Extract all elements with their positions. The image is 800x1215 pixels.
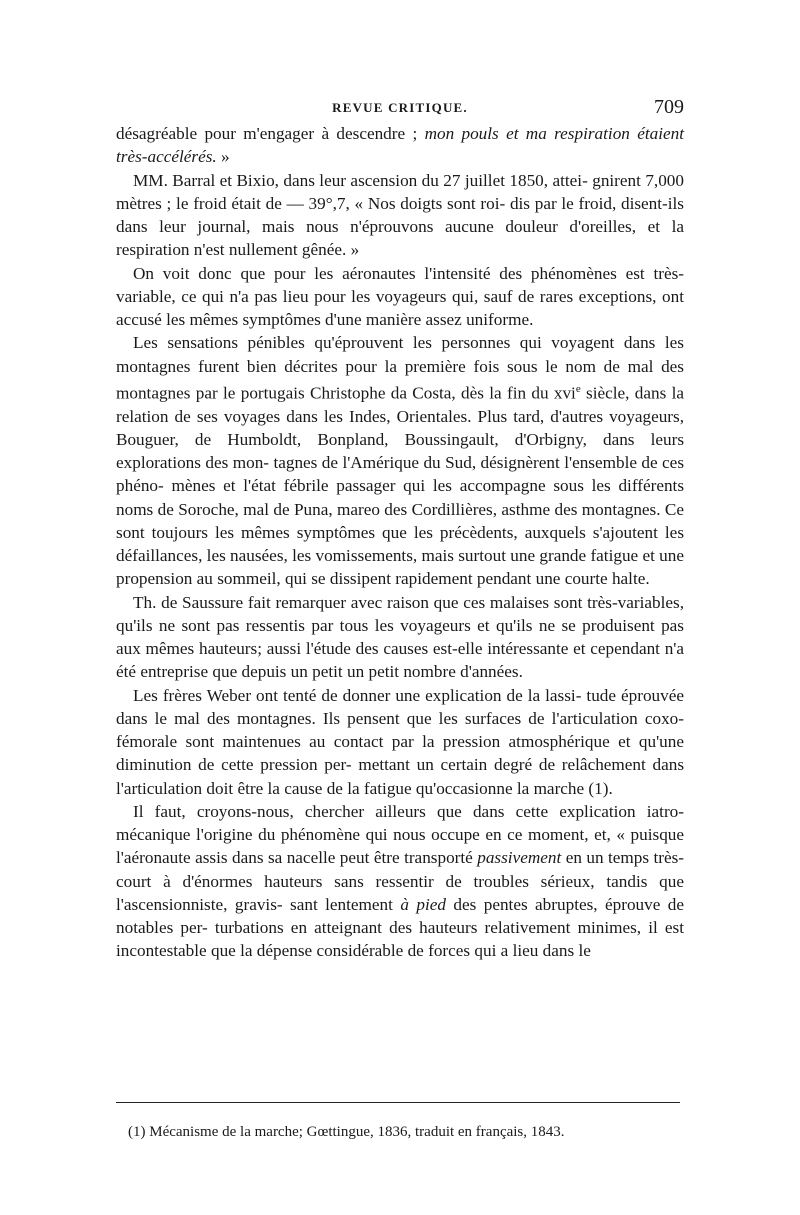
page-header — [116, 96, 684, 122]
paragraph — [116, 122, 684, 169]
text-segment: sant lentement — [290, 894, 401, 914]
text-segment: causes est-elle intéressante et cependant n'a été entreprise que depuis — [116, 639, 685, 682]
text-segment: Les sensations pénibles qu'éprouvent les personnes qui voyagent — [133, 333, 615, 353]
text-segment: est très-variable, ce qui n'a pas lieu pour les voyageurs qui, sauf de — [116, 263, 685, 306]
text-segment: sans ressentir de troubles sérieux, tandis que l'ascensionniste, gravis- — [116, 871, 684, 914]
text-segment: auxquels s'ajoutent les défaillances, les nausées, les vomissements, — [116, 522, 685, 566]
text-segment: montagnes. Ce sont toujours les mêmes symptômes que les précèdents, — [116, 499, 684, 542]
text-segment: MM. Barral et Bixio, dans leur ascension du 27 juillet 1850, attei- — [133, 170, 588, 190]
text-segment: un petit un petit nombre d'années. — [290, 662, 523, 682]
text-segment: de l'articulation coxo-fémorale sont maintenues au contact par la — [116, 708, 684, 752]
text-segment: tude éprouvée dans le mal des montagnes. Ils pensent que les surfaces — [116, 685, 684, 728]
page — [116, 96, 684, 963]
text-segment: gnirent 7,000 mètres ; le froid était de — 39°,7, « Nos doigts sont roi- — [116, 170, 684, 213]
text-segment: siècle, dans la relation de ses voyages dans les Indes, — [116, 383, 684, 426]
text-segment: dans les montagnes furent bien décrites pour la première fois sous — [116, 333, 684, 376]
text-segment: en un temps très-court à d'énormes hauteurs — [116, 848, 685, 891]
text-segment: mon pouls et ma respiration — [424, 124, 630, 143]
text-segment: pression atmosphérique et qu'une diminution de cette pression per- — [116, 732, 684, 775]
text-segment: tagnes de l'Amérique du Sud, désignèrent l'ensemble de ces phéno- — [116, 453, 685, 496]
text-segment: mais surtout une grande fatigue et une propension au sommeil, qui se — [116, 546, 684, 589]
text-segment: On voit donc que pour les aéronautes l'intensité des phénomènes — [133, 263, 617, 283]
text-segment: mettant un certain degré de relâchement dans l'articulation doit être — [116, 755, 685, 798]
paragraph — [116, 262, 684, 332]
text-segment: moment, et, « puisque l'aéronaute assis dans sa nacelle peut être — [116, 825, 685, 868]
text-segment: très-variables, qu'ils ne sont pas ressentis par tous les voyageurs et — [116, 592, 685, 635]
footnote: (1) Mécanisme de la marche; Gœttingue, 1836, traduit en français, 1843. — [128, 1124, 565, 1140]
text-segment: le nom de mal des montagnes par le portugais Christophe da Costa, — [116, 356, 684, 403]
text-segment: aucune douleur d'oreilles, et la respiration n'est nullement gênée. » — [116, 217, 685, 260]
body-text — [116, 122, 684, 963]
text-segment: iatro-mécanique l'origine du phénomène qui nous occupe en ce — [116, 801, 685, 845]
text-segment: turbations en atteignant des hauteurs relativement minimes, il est — [214, 918, 685, 938]
text-segment: étaient très-accélérés. — [116, 124, 684, 167]
paragraph — [116, 331, 684, 590]
text-segment: à pied — [400, 894, 446, 914]
paragraph — [116, 169, 684, 262]
paragraph — [116, 591, 684, 684]
text-segment: Orientales. Plus tard, d'autres voyageurs, Bouguer, de Humboldt, — [116, 406, 685, 449]
text-segment: e — [575, 382, 581, 395]
text-segment: Les frères Weber ont tenté de donner une explication de la lassi- — [133, 685, 582, 705]
text-segment: incontestable que la dépense considérable de forces qui a lieu dans le — [116, 941, 591, 961]
text-segment: dis par le froid, disent-ils dans leur journal, mais nous n'éprouvons — [116, 193, 684, 236]
text-segment: Th. de Saussure fait remarquer avec raison que ces malaises sont — [133, 592, 583, 612]
text-segment: des pentes abruptes, éprouve de notables per- — [116, 894, 685, 938]
text-segment: passivement — [477, 848, 562, 868]
text-segment: qu'ils ne se produisent pas aux mêmes hauteurs; aussi l'étude des — [116, 615, 684, 659]
text-segment: » — [216, 147, 230, 167]
paragraph — [116, 800, 684, 963]
text-segment: désagréable pour m'engager à descendre ; — [116, 124, 425, 143]
text-segment: Il faut, croyons-nous, chercher ailleurs que dans cette explication — [133, 801, 636, 821]
text-segment: la cause de la fatigue qu'occasionne la marche (1). — [267, 778, 613, 798]
footnote-divider — [116, 1102, 680, 1103]
text-segment: mènes et l'état fébrile passager qui les accompagne sous les différents — [171, 476, 685, 496]
page-number: 709 — [654, 96, 684, 118]
text-segment: transporté — [404, 848, 478, 868]
text-segment: dissipent rapidement pendant une courte halte. — [329, 569, 650, 589]
text-segment: assez uniforme. — [425, 310, 534, 329]
text-segment: Bonpland, Boussingault, d'Orbigny, dans leurs explorations des mon- — [116, 429, 685, 473]
running-head: REVUE CRITIQUE. — [332, 100, 468, 115]
paragraph — [116, 684, 684, 800]
text-segment: rares exceptions, ont accusé les mêmes symptômes d'une manière — [116, 286, 684, 329]
text-segment: noms de Soroche, mal de Puna, mareo des Cordillières, asthme des — [116, 499, 578, 519]
text-segment: dès la fin du xvi — [461, 383, 576, 403]
